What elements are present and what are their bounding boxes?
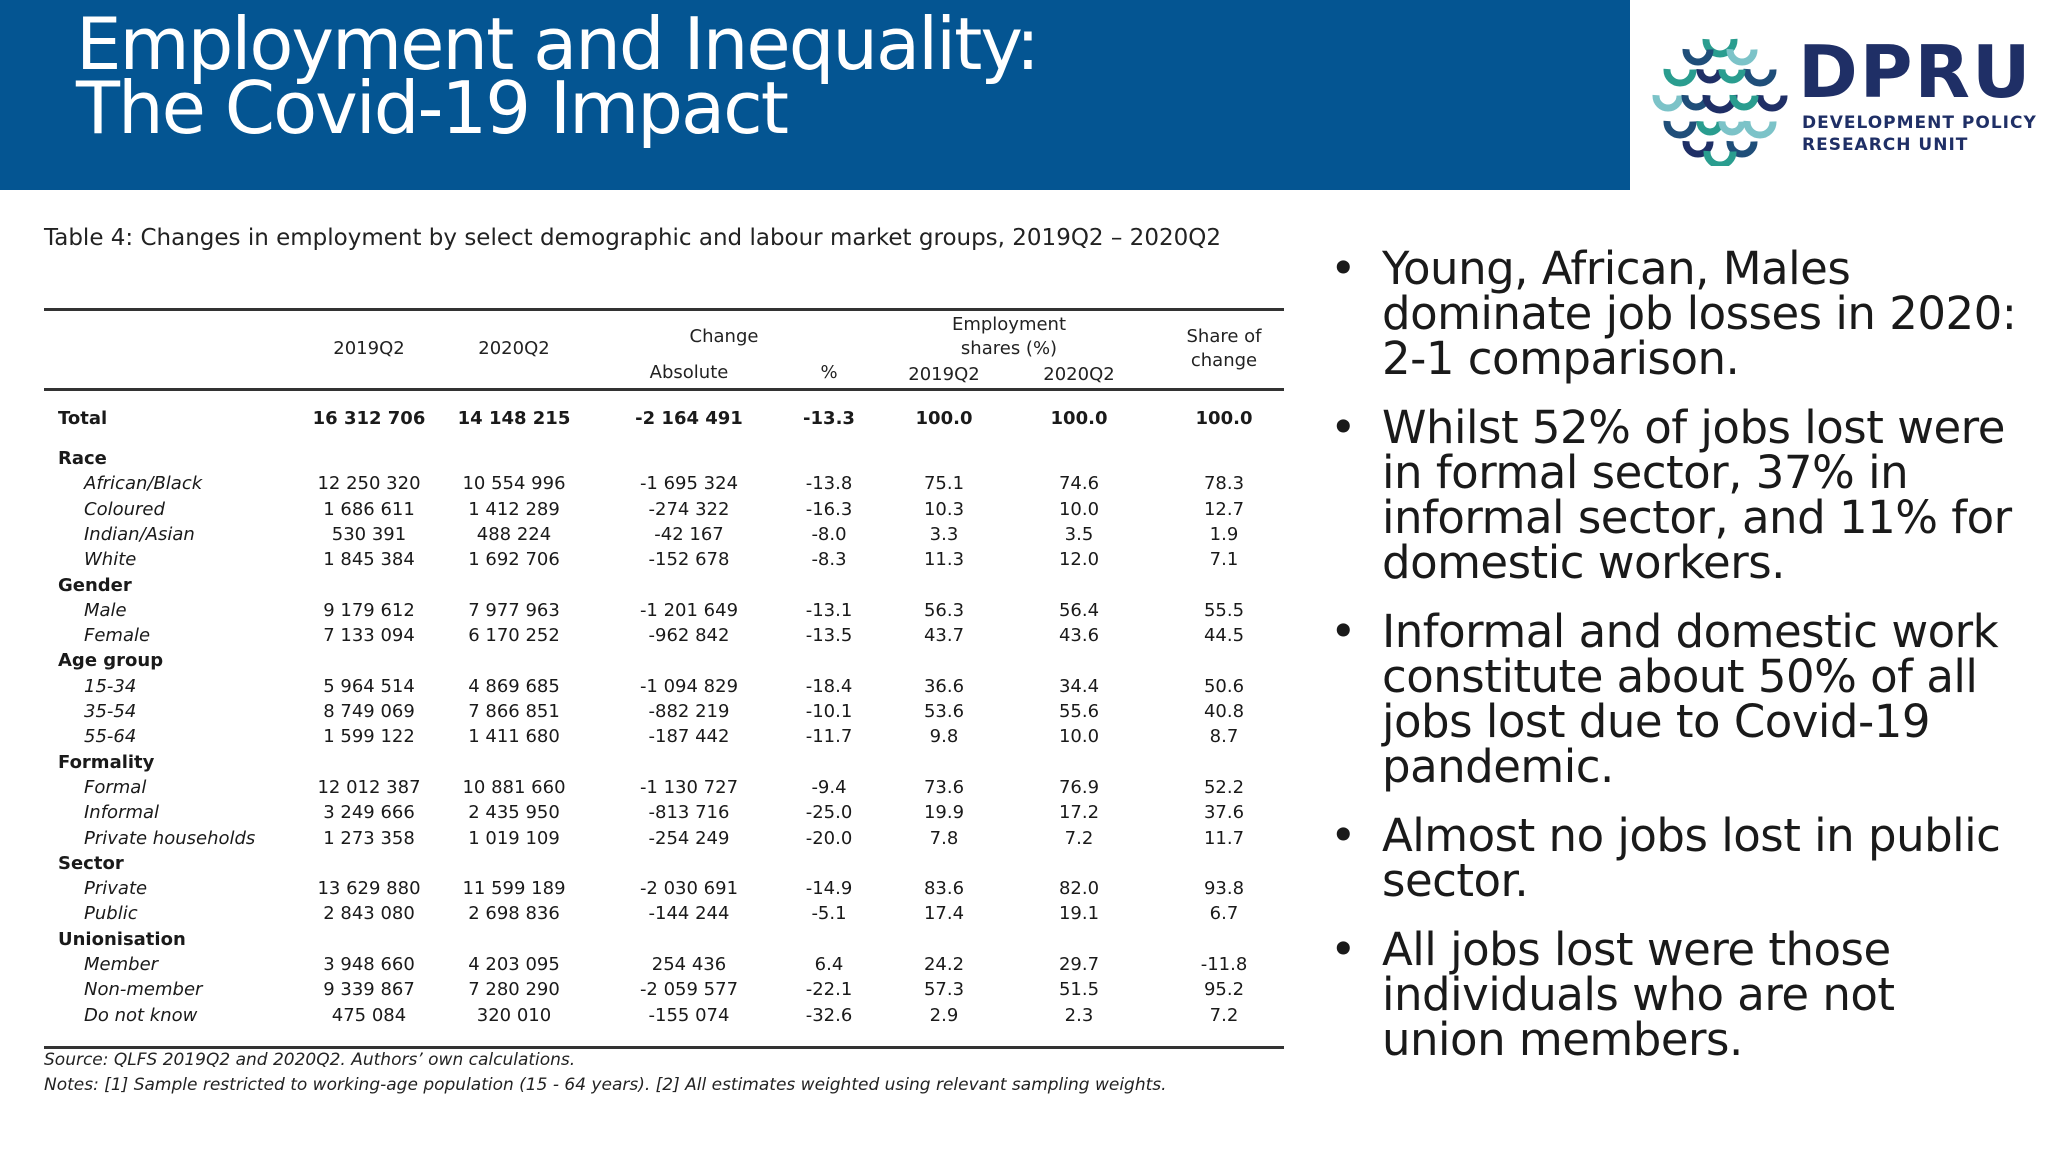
value-2020q2-cell: 10 554 996 [462,473,566,495]
table-row [44,598,1284,623]
value-2019q2-cell: 530 391 [331,523,407,545]
table-source: Source: QLFS 2019Q2 and 2020Q2. Authors’ own calculations. [44,1050,576,1070]
logo-ring-shape [1747,109,1773,135]
key-finding-item [1330,923,2030,1066]
value-2020q2-cell: 488 224 [476,523,552,545]
share-2019q2-cell: 83.6 [923,878,965,900]
share-2019q2-cell: 3.3 [929,523,959,545]
table-caption: Table 4: Changes in employment by select demographic and labour market groups, 2019Q2 – 2020Q2 [44,225,1221,251]
bullet-icon: • [1330,401,1357,454]
table-notes: Notes: [1] Sample restricted to working-age population (15 - 64 years). [2] All estimates weighted using relevant sampling weights. [44,1075,1167,1095]
share-2019q2-cell: 17.4 [923,903,965,925]
value-2019q2-cell: 9 179 612 [323,599,415,621]
table-row [44,901,1284,926]
table-row [44,876,1284,901]
row-label: 35-54 [84,701,137,722]
bullet-icon: • [1330,605,1357,658]
row-label: Non-member [84,979,203,1001]
change-absolute-cell: -1 201 649 [639,599,739,621]
change-percent-cell: -14.9 [805,878,853,900]
change-absolute-cell: -813 716 [648,802,730,824]
row-label: Race [58,448,107,469]
table-row [44,724,1284,749]
share-2019q2-cell: 10.3 [923,498,965,520]
title-line-1: Employment and Inequality: [76,2,1039,86]
key-finding-item [1330,605,2030,793]
share-2020q2-cell: 51.5 [1058,979,1100,1001]
dpru-logo [1650,26,2040,172]
row-label: Public [84,903,138,925]
share-of-change-cell: 11.7 [1203,827,1245,849]
change-percent-cell: -13.5 [805,625,853,647]
logo-wordmark: DPRU [1798,30,2033,114]
header-share-of-change-1: Share of [1186,326,1262,347]
table-group-header [44,573,1284,598]
value-2020q2-cell: 2 435 950 [468,802,560,824]
share-2020q2-cell: 82.0 [1058,878,1100,900]
share-of-change-cell: 52.2 [1203,776,1245,798]
change-absolute-cell: -962 842 [648,625,730,647]
value-2019q2-cell: 2 843 080 [323,903,415,925]
change-percent-cell: -18.4 [805,675,853,697]
value-2020q2-cell: 320 010 [476,1004,552,1026]
key-findings-list [1330,242,2030,1086]
row-label: Informal [84,802,160,824]
change-absolute-cell: -1 130 727 [639,776,739,798]
key-finding-text: All jobs lost were those individuals who are not union members. [1382,923,1895,1066]
key-finding-text: Whilst 52% of jobs lost were in formal sector, 37% in informal sector, and 11% for domestic workers. [1382,401,2012,589]
logo-ring-shape [1760,84,1784,108]
row-label: Age group [58,650,164,672]
bullet-icon: • [1330,923,1357,976]
share-2020q2-cell: 43.6 [1058,625,1100,647]
share-2020q2-cell: 55.6 [1058,701,1100,722]
slide-title [76,2,1039,150]
share-2020q2-cell: 56.4 [1058,599,1100,621]
share-2020q2-cell: 12.0 [1058,549,1100,571]
table-group-header [44,750,1284,775]
header-2019q2: 2019Q2 [333,338,405,359]
value-2020q2-cell: 1 411 680 [468,726,560,748]
row-label: Coloured [84,498,165,520]
header-change: Change [689,326,759,347]
value-2020q2-cell: 10 881 660 [462,776,566,798]
logo-subtitle-line-1: DEVELOPMENT POLICY [1802,113,2037,133]
value-2019q2-cell: 1 845 384 [323,549,415,571]
row-label: Male [84,599,127,621]
change-percent-cell: -13.8 [805,473,853,495]
share-2019q2-cell: 19.9 [923,802,965,824]
change-absolute-cell: -2 059 577 [639,979,739,1001]
row-label: White [84,549,137,571]
value-2019q2-cell: 12 012 387 [317,776,421,798]
row-label: Gender [58,574,132,596]
share-of-change-cell: -11.8 [1200,954,1248,975]
value-2019q2-cell: 1 686 611 [323,498,415,520]
logo-ring-shape [1656,84,1680,108]
share-2019q2-cell: 100.0 [915,408,973,429]
share-2020q2-cell: 100.0 [1050,408,1108,429]
change-percent-cell: -10.1 [805,701,853,722]
value-2019q2-cell: 16 312 706 [312,408,426,429]
share-2019q2-cell: 75.1 [923,473,965,495]
header-2020q2: 2020Q2 [478,338,550,359]
value-2020q2-cell: 2 698 836 [468,903,560,925]
row-label: Unionisation [58,928,186,950]
row-label: Member [84,954,159,975]
change-percent-cell: -11.7 [805,726,853,748]
row-label: Indian/Asian [84,523,195,545]
share-2019q2-cell: 7.8 [929,827,959,849]
row-label: Formal [84,776,147,798]
change-percent-cell: -20.0 [805,827,853,849]
table-row [44,952,1284,977]
key-finding-text: Almost no jobs lost in public sector. [1382,809,2001,907]
share-2020q2-cell: 19.1 [1058,903,1100,925]
value-2020q2-cell: 7 866 851 [468,701,560,722]
value-2020q2-cell: 14 148 215 [457,408,571,429]
table-group-header [44,446,1284,471]
row-label: Private households [84,827,256,849]
table-row [44,800,1284,825]
table-row [44,497,1284,522]
row-label: 15-34 [84,675,137,697]
value-2020q2-cell: 11 599 189 [462,878,566,900]
value-2019q2-cell: 1 599 122 [323,726,415,748]
change-absolute-cell: -1 094 829 [639,675,739,697]
share-of-change-cell: 50.6 [1203,675,1245,697]
table-top-rule [44,308,1284,311]
table-row [44,406,1284,431]
share-of-change-cell: 1.9 [1209,523,1239,545]
row-label: Sector [58,852,124,874]
value-2020q2-cell: 1 019 109 [468,827,560,849]
share-2020q2-cell: 3.5 [1064,523,1094,545]
change-absolute-cell: -155 074 [648,1004,730,1026]
change-absolute-cell: -882 219 [648,701,730,722]
header-employment-shares-1: Employment [951,314,1067,335]
table-row [44,522,1284,547]
table-footnotes [44,1048,1294,1098]
share-of-change-cell: 8.7 [1209,726,1239,748]
share-2020q2-cell: 17.2 [1058,802,1100,824]
header-shares-2020q2: 2020Q2 [1043,364,1115,385]
share-2019q2-cell: 36.6 [923,675,965,697]
logo-subtitle-line-2: RESEARCH UNIT [1802,135,1969,155]
row-label: African/Black [84,473,203,495]
share-2019q2-cell: 24.2 [923,954,965,975]
value-2019q2-cell: 7 133 094 [323,625,415,647]
share-2019q2-cell: 56.3 [923,599,965,621]
header-percent: % [820,362,838,383]
change-percent-cell: -13.1 [805,599,853,621]
row-label: Do not know [84,1004,198,1026]
logo-subtitle [1802,112,2037,156]
value-2019q2-cell: 8 749 069 [323,701,415,722]
share-2020q2-cell: 74.6 [1058,473,1100,495]
change-percent-cell: -5.1 [811,903,847,925]
table-row [44,547,1284,572]
share-2019q2-cell: 43.7 [923,625,965,647]
change-percent-cell: -8.3 [811,549,847,571]
share-of-change-cell: 93.8 [1203,878,1245,900]
value-2020q2-cell: 7 977 963 [468,599,560,621]
value-2019q2-cell: 1 273 358 [323,827,415,849]
logo-ring-shape [1733,85,1755,107]
table-row [44,699,1284,724]
header-shares-2019q2: 2019Q2 [908,364,980,385]
change-percent-cell: -13.3 [803,408,855,429]
key-finding-text: Young, African, Males dominate job losses in 2020: 2-1 comparison. [1382,242,2017,385]
value-2019q2-cell: 9 339 867 [323,979,415,1001]
change-absolute-cell: -2 030 691 [639,878,739,900]
logo-ring-shape [1667,109,1693,135]
change-percent-cell: -16.3 [805,498,853,520]
logo-ring-shape [1722,112,1742,132]
share-2020q2-cell: 10.0 [1058,498,1100,520]
key-finding-item [1330,809,2030,907]
share-2020q2-cell: 76.9 [1058,776,1100,798]
row-label: 55-64 [84,726,137,748]
logo-ring-shape [1700,112,1720,132]
value-2019q2-cell: 5 964 514 [323,675,415,697]
share-2019q2-cell: 11.3 [923,549,965,571]
share-2019q2-cell: 53.6 [923,701,965,722]
change-absolute-cell: -1 695 324 [639,473,739,495]
bullet-icon: • [1330,242,1357,295]
change-percent-cell: -9.4 [811,776,847,798]
share-2019q2-cell: 2.9 [929,1004,959,1026]
share-of-change-cell: 12.7 [1203,498,1245,520]
value-2020q2-cell: 6 170 252 [468,625,560,647]
change-absolute-cell: 254 436 [651,954,727,975]
value-2020q2-cell: 7 280 290 [468,979,560,1001]
value-2020q2-cell: 4 203 095 [468,954,560,975]
table-group-header [44,927,1284,952]
change-percent-cell: -25.0 [805,802,853,824]
change-percent-cell: 6.4 [814,954,844,975]
value-2019q2-cell: 3 948 660 [323,954,415,975]
change-absolute-cell: -274 322 [648,498,730,520]
table-row [44,471,1284,496]
dpru-logo-mark-icon [1650,26,1790,166]
change-absolute-cell: -2 164 491 [635,408,743,429]
table-header-rule [44,388,1284,391]
value-2019q2-cell: 13 629 880 [317,878,421,900]
bullet-icon: • [1330,809,1357,862]
share-2019q2-cell: 57.3 [923,979,965,1001]
share-of-change-cell: 6.7 [1209,903,1239,925]
key-finding-item [1330,401,2030,589]
header-bar [0,0,1630,190]
share-2020q2-cell: 29.7 [1058,954,1100,975]
title-line-2: The Covid-19 Impact [76,66,787,150]
share-of-change-cell: 40.8 [1203,701,1245,722]
share-of-change-cell: 7.1 [1209,549,1239,571]
share-of-change-cell: 95.2 [1203,979,1245,1001]
change-absolute-cell: -254 249 [648,827,730,849]
share-of-change-cell: 78.3 [1203,473,1245,495]
share-of-change-cell: 44.5 [1203,625,1245,647]
change-percent-cell: -32.6 [805,1004,853,1026]
value-2019q2-cell: 475 084 [331,1004,407,1026]
change-absolute-cell: -42 167 [654,523,724,545]
key-finding-text: Informal and domestic work constitute about 50% of all jobs lost due to Covid-19 pandemic. [1382,605,1999,793]
table-row [44,623,1284,648]
value-2020q2-cell: 1 692 706 [468,549,560,571]
change-absolute-cell: -187 442 [648,726,730,748]
header-share-of-change-2: change [1190,350,1258,371]
row-label: Female [84,625,151,647]
change-absolute-cell: -144 244 [648,903,730,925]
row-label: Total [58,408,108,429]
share-2020q2-cell: 34.4 [1058,675,1100,697]
share-2020q2-cell: 10.0 [1058,726,1100,748]
share-of-change-cell: 100.0 [1195,408,1253,429]
table-row [44,775,1284,800]
share-of-change-cell: 7.2 [1209,1004,1239,1026]
row-label: Private [84,878,148,900]
share-2020q2-cell: 7.2 [1064,827,1094,849]
share-of-change-cell: 37.6 [1203,802,1245,824]
table-group-header [44,648,1284,673]
value-2020q2-cell: 1 412 289 [468,498,560,520]
share-2019q2-cell: 73.6 [923,776,965,798]
table-row [44,826,1284,851]
value-2020q2-cell: 4 869 685 [468,675,560,697]
table-row [44,977,1284,1002]
share-2020q2-cell: 2.3 [1064,1004,1094,1026]
change-percent-cell: -8.0 [811,523,847,545]
change-absolute-cell: -152 678 [648,549,730,571]
table-group-header [44,851,1284,876]
share-of-change-cell: 55.5 [1203,599,1245,621]
table-row [44,674,1284,699]
header-absolute: Absolute [649,362,729,383]
value-2019q2-cell: 12 250 320 [317,473,421,495]
share-2019q2-cell: 9.8 [929,726,959,748]
header-employment-shares-2: shares (%) [960,338,1058,359]
value-2019q2-cell: 3 249 666 [323,802,415,824]
table-row [44,1003,1284,1028]
change-percent-cell: -22.1 [805,979,853,1001]
key-finding-item [1330,242,2030,385]
row-label: Formality [58,751,155,773]
